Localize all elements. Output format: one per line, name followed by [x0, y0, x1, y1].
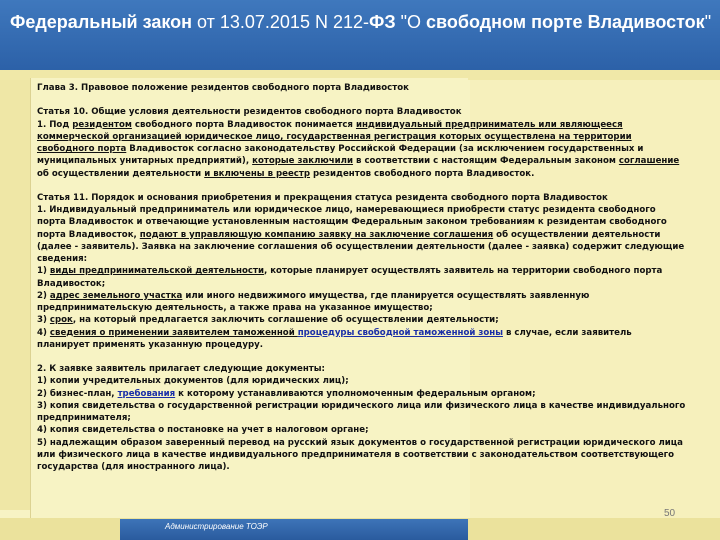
article-10-title: Статья 10. Общие условия деятельности резидентов свободного порта Владивосток [37, 107, 462, 118]
list-item: 2) бизнес-план, требования к которому устанавливаются уполномоченным федеральным органом; [37, 388, 536, 399]
land-address-phrase: адрес земельного участка [49, 290, 183, 301]
title-law-type: Федеральный закон [10, 12, 192, 32]
list-item: 4) копия свидетельства о постановке на учет в налоговом органе; [37, 425, 369, 436]
free-customs-zone-link[interactable]: процедуры свободной таможенной зоны [297, 327, 503, 338]
chapter-heading: Глава 3. Правовое положение резидентов свободного порта Владивосток [37, 83, 409, 93]
title-date: от 13.07.2015 N 212- [192, 12, 369, 32]
paragraph-2-title: 2. К заявке заявитель прилагает следующие документы: [37, 364, 325, 374]
slide-title [10, 12, 710, 33]
term-phrase: срок [49, 315, 73, 326]
left-margin-bar [0, 80, 30, 510]
resident-link[interactable]: резидентом [72, 119, 132, 130]
title-law-name: свободном порте Владивосток [426, 12, 705, 32]
list-item: 2) адрес земельного участка или иного недвижимого имущества, где планируется осуществлять заявленную предпринимательскую деятельность, а также права на указанное имущество; [37, 290, 590, 313]
activity-types-link[interactable]: виды предпринимательской деятельности [49, 266, 264, 277]
title-fz: ФЗ [368, 12, 396, 32]
list-item: 3) копия свидетельства о государственной регистрации юридического лица или физического лица в качестве индивидуального предпринимателя; [37, 400, 686, 423]
requirements-link[interactable]: требования [117, 388, 176, 399]
article-11-paragraph: 1. Индивидуальный предприниматель или юридическое лицо, намеревающиеся приобрести статус резидента свободного порта Владивосток и отвечающие установленным настоящим Федеральным законом требованиям к резидентам свободного порта Владивосток, подают в управляющую компанию заявку на заключение соглашения об осуществлении деятельности (далее - заявитель). Заявка на заключение соглашения об осуществлении деятельности (далее - заявка) содержит следующие сведения: [37, 205, 685, 264]
article-10-paragraph: 1. Под резидентом свободного порта Владивосток понимается индивидуальный предприниматель или являющееся коммерческой организацией юридическое лицо, государственная регистрация которых осуществлена на территории свободного порта Владивосток согласно законодательству Российской Федерации (за исключением государственных и муниципальных унитарных предприятий), которые заключили в соответствии с настоящим Федеральным законом соглашение об осуществлении деятельности и включены в реестр резидентов свободного порта Владивосток. [37, 119, 680, 179]
list-item: 1) копии учредительных документов (для юридических лиц); [37, 376, 349, 387]
list-item: 1) виды предпринимательской деятельности, которые планирует осуществлять заявитель на территории свободного порта Владивосток; [37, 266, 663, 289]
agreement-link[interactable]: соглашение [618, 156, 680, 167]
list-item: 5) надлежащим образом заверенный перевод на русский язык документов о государственной регистрации юридического лица или физического лица в качестве индивидуального предпринимателя в соответствии с законодательством соответствующего государства (для иностранного лица). [37, 437, 683, 472]
application-phrase: подают в управляющую компанию заявку на заключение соглашения [139, 229, 494, 240]
registry-phrase: и включены в реестр [204, 168, 311, 179]
article-11-title: Статья 11. Порядок и основания приобретения и прекращения статуса резидента свободного порта Владивосток [37, 192, 608, 203]
list-item: 4) сведения о применении заявителем таможенной процедуры свободной таможенной зоны в случае, если заявитель планирует применять указанную процедуру. [37, 327, 632, 350]
concluded-phrase: которые заключили [252, 156, 354, 167]
customs-phrase: сведения о применении заявителем таможенной [49, 327, 298, 338]
list-item: 3) срок, на который предлагается заключить соглашение об осуществлении деятельности; [37, 315, 499, 326]
title-quote-close: " [704, 12, 712, 32]
footer-label: Администрирование ТОЭР [165, 522, 268, 531]
slide-header [0, 0, 720, 70]
law-text [37, 82, 687, 473]
title-quote-open: "О [395, 12, 427, 32]
page-number: 50 [664, 508, 676, 519]
entrepreneur-definition: индивидуальный предприниматель или являющееся коммерческой организацией юридическое лицо, государственная регистрация которых осуществлена на территории свободного порта [37, 119, 632, 154]
